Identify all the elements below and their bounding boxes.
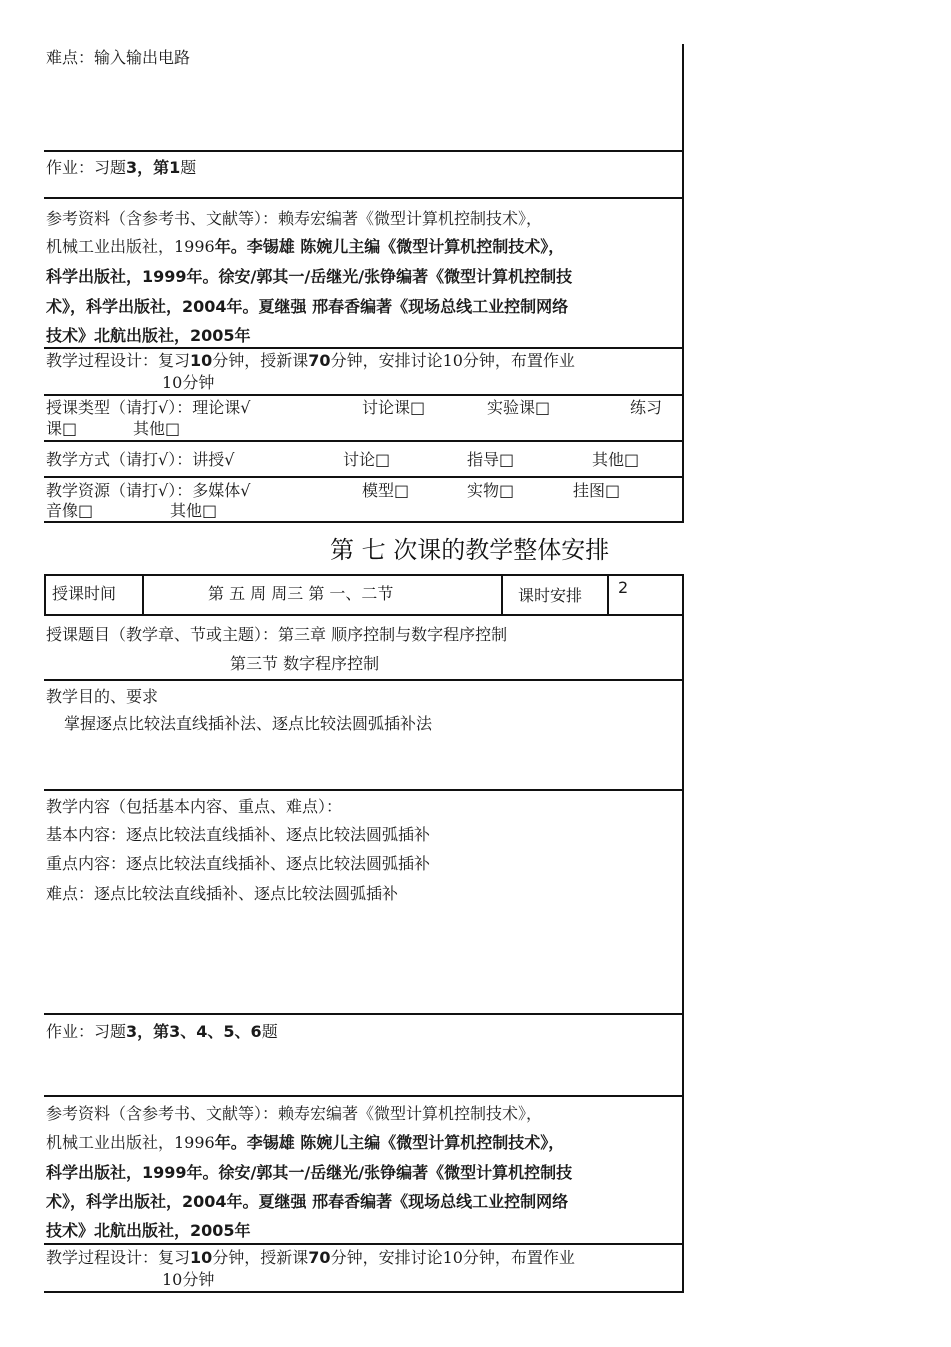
process-design-text-line2: 10分钟 [162, 373, 215, 392]
homework-text: 作业：习题3，第1题 [46, 158, 197, 177]
method-option: 指导□ [467, 450, 515, 469]
resources-option: 挂图□ [573, 481, 621, 500]
row-divider [44, 197, 684, 199]
page-title: 第 七 次课的教学整体安排 [330, 536, 610, 564]
table2-bottom-border [44, 1291, 684, 1293]
row-divider [44, 476, 684, 478]
method-text: 教学方式（请打√）：讲授√ [46, 450, 235, 469]
homework-text: 作业：习题3，第3、4、5、6题 [46, 1022, 278, 1041]
content-basic: 基本内容：逐点比较法直线插补、逐点比较法圆弧插补 [46, 825, 431, 844]
header-divider [607, 574, 609, 616]
resources-option: 音像□ [46, 501, 94, 520]
class-type-option: 课□ [46, 419, 78, 438]
row-divider [44, 394, 684, 396]
references-line: 技术》北航出版社，2005年 [46, 326, 251, 345]
row-divider [44, 614, 684, 616]
resources-text: 教学资源（请打√）：多媒体√ [46, 481, 251, 500]
table1-right-border [682, 44, 684, 523]
table1-bottom-border [44, 521, 684, 523]
resources-option: 模型□ [362, 481, 410, 500]
table2-top-border [44, 574, 684, 576]
row-divider [44, 1013, 684, 1015]
row-divider [44, 440, 684, 442]
goal-body: 掌握逐点比较法直线插补法、逐点比较法圆弧插补法 [64, 714, 433, 733]
process-design-text: 教学过程设计：复习10分钟，授新课70分钟，安排讨论10分钟，布置作业 [46, 1248, 575, 1267]
table2-right-border [682, 574, 684, 1293]
references-line: 技术》北航出版社，2005年 [46, 1221, 251, 1240]
table2-left-border [44, 574, 46, 616]
references-line: 机械工业出版社，1996年。李锡雄 陈婉儿主编《微型计算机控制技术》， [46, 237, 565, 256]
time-value: 第 五 周 周三 第 一、二节 [208, 584, 394, 603]
header-divider [501, 574, 503, 616]
class-type-option: 其他□ [133, 419, 181, 438]
row-divider [44, 1095, 684, 1097]
hours-value: 2 [618, 578, 629, 597]
class-type-option: 讨论课□ [362, 398, 426, 417]
class-type-text: 授课类型（请打√）：理论课√ [46, 398, 251, 417]
process-design-text-line2: 10分钟 [162, 1270, 215, 1289]
references-line: 术》，科学出版社，2004年。夏继强 邢春香编著《现场总线工业控制网络 [46, 297, 569, 316]
hours-label: 课时安排 [518, 586, 583, 605]
difficulty-text: 难点：输入输出电路 [46, 48, 191, 67]
references-line: 参考资料（含参考书、文献等）：赖寿宏编著《微型计算机控制技术》， [46, 209, 543, 228]
references-line: 科学出版社，1999年。徐安/郭其一/岳继光/张铮编著《微型计算机控制技 [46, 267, 573, 286]
resources-option: 实物□ [467, 481, 515, 500]
content-title: 教学内容（包括基本内容、重点、难点）： [46, 797, 343, 816]
method-option: 讨论□ [343, 450, 391, 469]
row-divider [44, 150, 684, 152]
topic-line1: 授课题目（教学章、节或主题）：第三章 顺序控制与数字程序控制 [46, 625, 508, 644]
time-label: 授课时间 [52, 584, 117, 603]
process-design-text: 教学过程设计：复习10分钟，授新课70分钟，安排讨论10分钟，布置作业 [46, 351, 575, 370]
goal-title: 教学目的、要求 [46, 687, 159, 706]
row-divider [44, 679, 684, 681]
method-option: 其他□ [592, 450, 640, 469]
content-difficulty: 难点：逐点比较法直线插补、逐点比较法圆弧插补 [46, 884, 399, 903]
references-line: 机械工业出版社，1996年。李锡雄 陈婉儿主编《微型计算机控制技术》， [46, 1133, 565, 1152]
references-line: 参考资料（含参考书、文献等）：赖寿宏编著《微型计算机控制技术》， [46, 1104, 543, 1123]
references-line: 术》，科学出版社，2004年。夏继强 邢春香编著《现场总线工业控制网络 [46, 1192, 569, 1211]
row-divider [44, 1243, 684, 1245]
class-type-option: 实验课□ [487, 398, 551, 417]
topic-line2: 第三节 数字程序控制 [230, 654, 380, 673]
resources-option: 其他□ [170, 501, 218, 520]
header-divider [142, 574, 144, 616]
references-line: 科学出版社，1999年。徐安/郭其一/岳继光/张铮编著《微型计算机控制技 [46, 1163, 573, 1182]
row-divider [44, 789, 684, 791]
row-divider [44, 347, 684, 349]
content-key: 重点内容：逐点比较法直线插补、逐点比较法圆弧插补 [46, 854, 431, 873]
class-type-option: 练习 [630, 398, 663, 417]
